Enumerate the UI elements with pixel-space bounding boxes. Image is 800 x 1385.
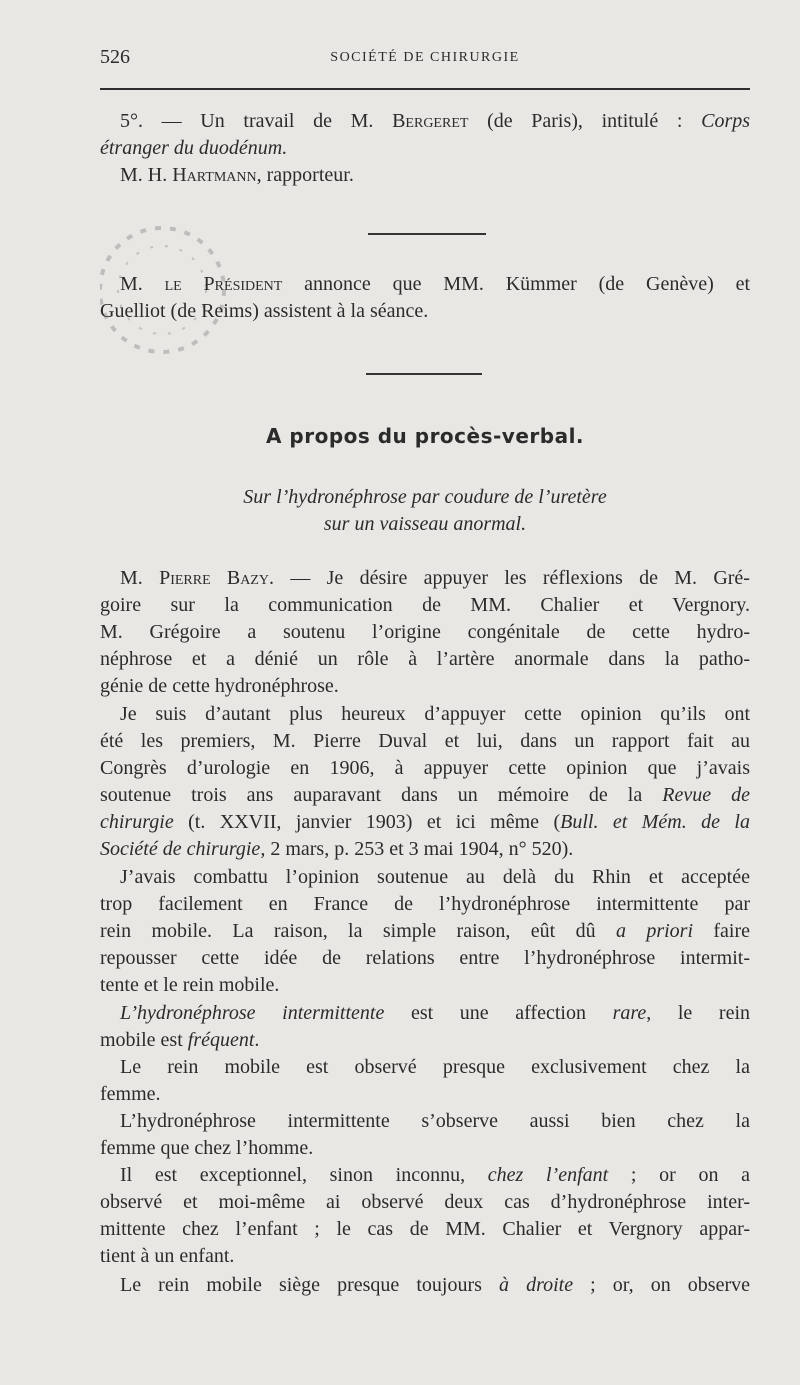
text-line: femme que chez l’homme. — [100, 1137, 314, 1159]
page-number: 526 — [100, 46, 130, 68]
body-paragraph-8 — [100, 1272, 750, 1299]
text-line: M. Pierre Bazy. — Je désire appuyer les réflexions de M. Gré- — [120, 567, 750, 589]
text-line: femme. — [100, 1083, 161, 1105]
text-line: été les premiers, M. Pierre Duval et lui, dans un rapport fait au — [100, 730, 750, 752]
section-subtitle: Sur l’hydronéphrose par coudure de l’uretère sur un vaisseau anormal. — [243, 486, 607, 535]
text-line: observé et moi-même ai observé deux cas d’hydronéphrose inter- — [100, 1191, 750, 1213]
running-title: SOCIÉTÉ DE CHIRURGIE — [330, 50, 520, 65]
text-line: mobile est fréquent. — [100, 1029, 260, 1051]
text-line: M. Grégoire a soutenu l’origine congénitale de cette hydro- — [100, 621, 750, 643]
body-paragraph-6 — [100, 1108, 750, 1162]
separator-rule — [366, 373, 482, 375]
text-line: soutenue trois ans auparavant dans un mémoire de la Revue de — [100, 784, 750, 806]
text-line: Guelliot (de Reims) assistent à la séance. — [100, 300, 429, 322]
header-rule — [100, 88, 750, 90]
body-paragraph-2 — [100, 701, 750, 863]
text-line: tient à un enfant. — [100, 1245, 235, 1267]
body-paragraph-3 — [100, 864, 750, 999]
text-line: J’avais combattu l’opinion soutenue au delà du Rhin et acceptée — [120, 866, 750, 888]
text-line: étranger du duodénum. — [100, 137, 288, 159]
president-paragraph — [100, 271, 750, 325]
text-line: tente et le rein mobile. — [100, 974, 280, 996]
body-paragraph-5 — [100, 1054, 750, 1108]
body-paragraph-1 — [100, 565, 750, 700]
text-line: chirurgie (t. XXVII, janvier 1903) et ici même (Bull. et Mém. de la — [100, 811, 750, 833]
body-paragraph-7 — [100, 1162, 750, 1270]
text-line: Le rein mobile siège presque toujours à droite ; or, on observe — [120, 1274, 750, 1296]
text-line: Il est exceptionnel, sinon inconnu, chez l’enfant ; or on a — [120, 1164, 751, 1186]
text-line: Congrès d’urologie en 1906, à appuyer cette opinion que j’avais — [100, 757, 750, 779]
text-line: trop facilement en France de l’hydronéphrose intermittente par — [100, 893, 750, 915]
text-line: néphrose et a dénié un rôle à l’artère anormale dans la patho- — [100, 648, 750, 670]
text-line: mittente chez l’enfant ; le cas de MM. Chalier et Vergnory appar- — [100, 1218, 750, 1240]
text-line: M. H. Hartmann, rapporteur. — [120, 164, 354, 186]
text-line: rein mobile. La raison, la simple raison, eût dû a priori faire — [100, 920, 750, 942]
running-head — [100, 46, 750, 72]
text-line: génie de cette hydronéphrose. — [100, 675, 339, 697]
item-5-paragraph — [100, 108, 750, 189]
text-line: Je suis d’autant plus heureux d’appuyer cette opinion qu’ils ont — [120, 703, 750, 725]
text-line: goire sur la communication de MM. Chalier et Vergnory. — [100, 594, 750, 616]
text-line: 5°. — Un travail de M. Bergeret (de Paris), intitulé : Corps — [120, 110, 751, 132]
separator-rule — [368, 233, 486, 235]
text-line: M. le Président annonce que MM. Kümmer (de Genève) et — [120, 273, 751, 295]
text-line: repousser cette idée de relations entre l’hydronéphrose intermit- — [100, 947, 750, 969]
body-paragraph-4 — [100, 1000, 750, 1054]
section-title: A propos du procès-verbal. — [265, 424, 585, 448]
text-line: Le rein mobile est observé presque exclusivement chez la — [120, 1056, 750, 1078]
text-line: L’hydronéphrose intermittente est une affection rare, le rein — [120, 1002, 751, 1024]
text-line: L’hydronéphrose intermittente s’observe aussi bien chez la — [120, 1110, 750, 1132]
text-line: Société de chirurgie, 2 mars, p. 253 et 3 mai 1904, n° 520). — [100, 838, 574, 860]
